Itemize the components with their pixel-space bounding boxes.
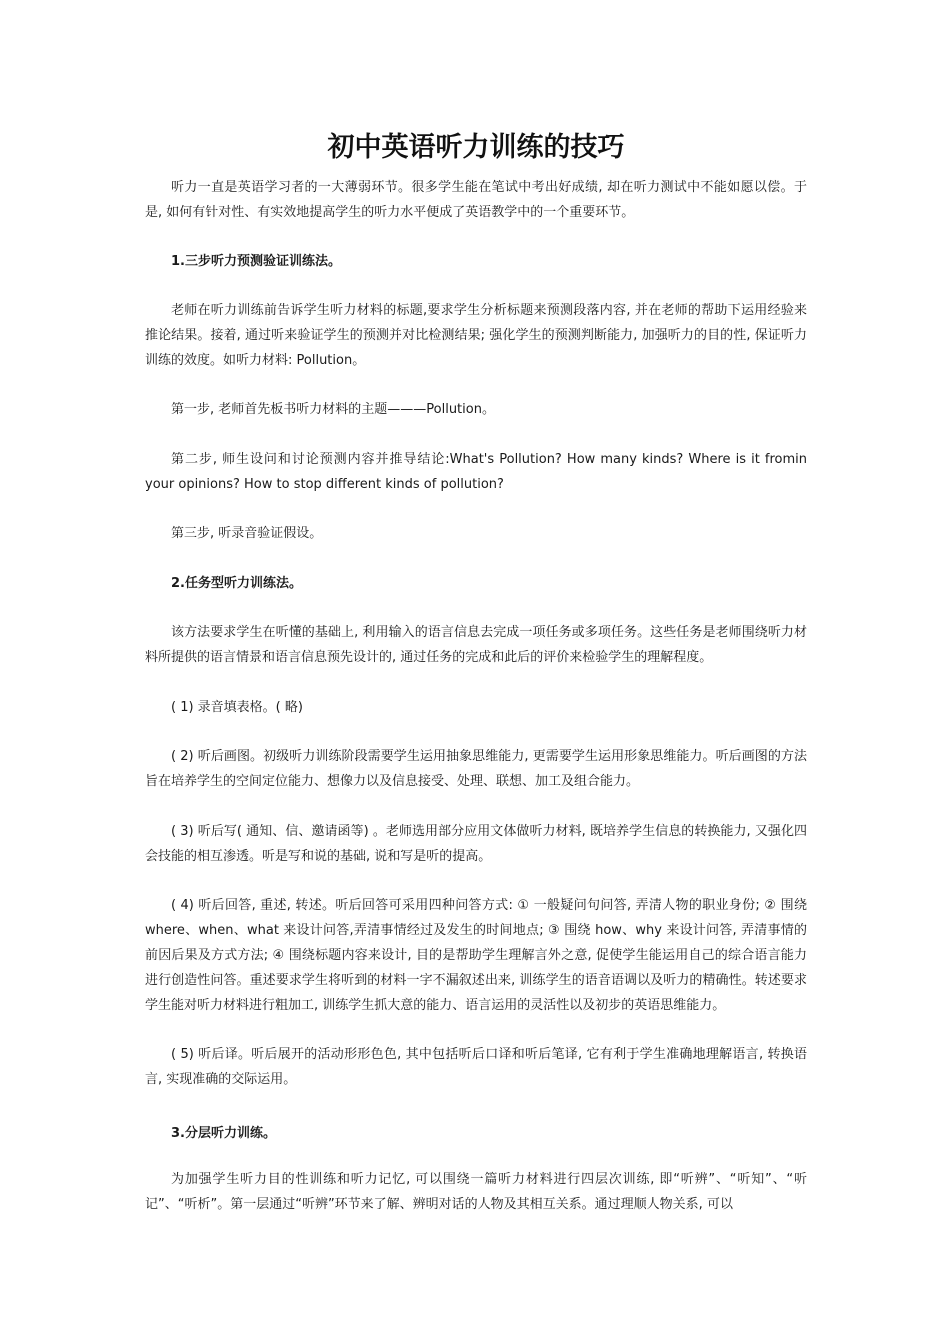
section-1-step-2: 第二步, 师生设问和讨论预测内容并推导结论:What's Pollution? How many kinds? Where is it fromin your opinions? How to stop different kinds of pollution? [145, 452, 807, 492]
section-2-heading: 2.任务型听力训练法。 [171, 576, 302, 591]
intro-paragraph: 听力一直是英语学习者的一大薄弱环节。很多学生能在笔试中考出好成绩, 却在听力测试中不能如愿以偿。于是, 如何有针对性、有实效地提高学生的听力水平便成了英语教学中的一个重要环节。 [145, 180, 807, 220]
section-3-paragraph: 为加强学生听力目的性训练和听力记忆, 可以围绕一篇听力材料进行四层次训练, 即“听辨”、“听知”、“听记”、“听析”。第一层通过“听辨”环节来了解、辨明对话的人物及其相互关系。通过理顺人物关系, 可以 [145, 1172, 807, 1212]
section-2-item-1: ( 1) 录音填表格。( 略) [171, 700, 303, 715]
section-2-item-3: ( 3) 听后写( 通知、信、邀请函等) 。老师选用部分应用文体做听力材料, 既培养学生信息的转换能力, 又强化四会技能的相互渗透。听是写和说的基础, 说和写是听的提高。 [145, 824, 807, 864]
document-title: 初中英语听力训练的技巧 [327, 132, 625, 163]
section-1-step-1: 第一步, 老师首先板书听力材料的主题———Pollution。 [171, 402, 495, 417]
section-2-item-4: ( 4) 听后回答, 重述, 转述。听后回答可采用四种问答方式: ① 一般疑问句问答, 弄清人物的职业身份; ② 围绕where、when、what 来设计问答,弄清事情经过及发生的时间地点; ③ 围绕 how、why 来设计问答, 弄清事情的前因后果及方式方法; ④ 围绕标题内容来设计, 目的是帮助学生理解言外之意, 促使学生能运用自己的综合语言能力进行创造性问答。重述要求学生将听到的材料一字不漏叙述出来, 训练学生的语音语调以及听力的精确性。转述要求学生能对听力材料进行粗加工, 训练学生抓大意的能力、语言运用的灵活性以及初步的英语思维能力。 [145, 898, 807, 1013]
section-3-heading: 3.分层听力训练。 [171, 1126, 276, 1141]
section-2-item-2: ( 2) 听后画图。初级听力训练阶段需要学生运用抽象思维能力, 更需要学生运用形象思维能力。听后画图的方法旨在培养学生的空间定位能力、想像力以及信息接受、处理、联想、加工及组合能力。 [145, 749, 807, 789]
section-2-paragraph: 该方法要求学生在听懂的基础上, 利用输入的语言信息去完成一项任务或多项任务。这些任务是老师围绕听力材料所提供的语言情景和语言信息预先设计的, 通过任务的完成和此后的评价来检验学生的理解程度。 [145, 625, 807, 665]
section-2-item-5: ( 5) 听后译。听后展开的活动形形色色, 其中包括听后口译和听后笔译, 它有利于学生准确地理解语言, 转换语言, 实现准确的交际运用。 [145, 1047, 807, 1087]
section-1-paragraph: 老师在听力训练前告诉学生听力材料的标题,要求学生分析标题来预测段落内容, 并在老师的帮助下运用经验来推论结果。接着, 通过听来验证学生的预测并对比检测结果; 强化学生的预测判断能力, 加强听力的目的性, 保证听力训练的效度。如听力材料: Pollution。 [145, 303, 807, 368]
section-1-step-3: 第三步, 听录音验证假设。 [171, 526, 323, 541]
section-1-heading: 1.三步听力预测验证训练法。 [171, 254, 341, 269]
